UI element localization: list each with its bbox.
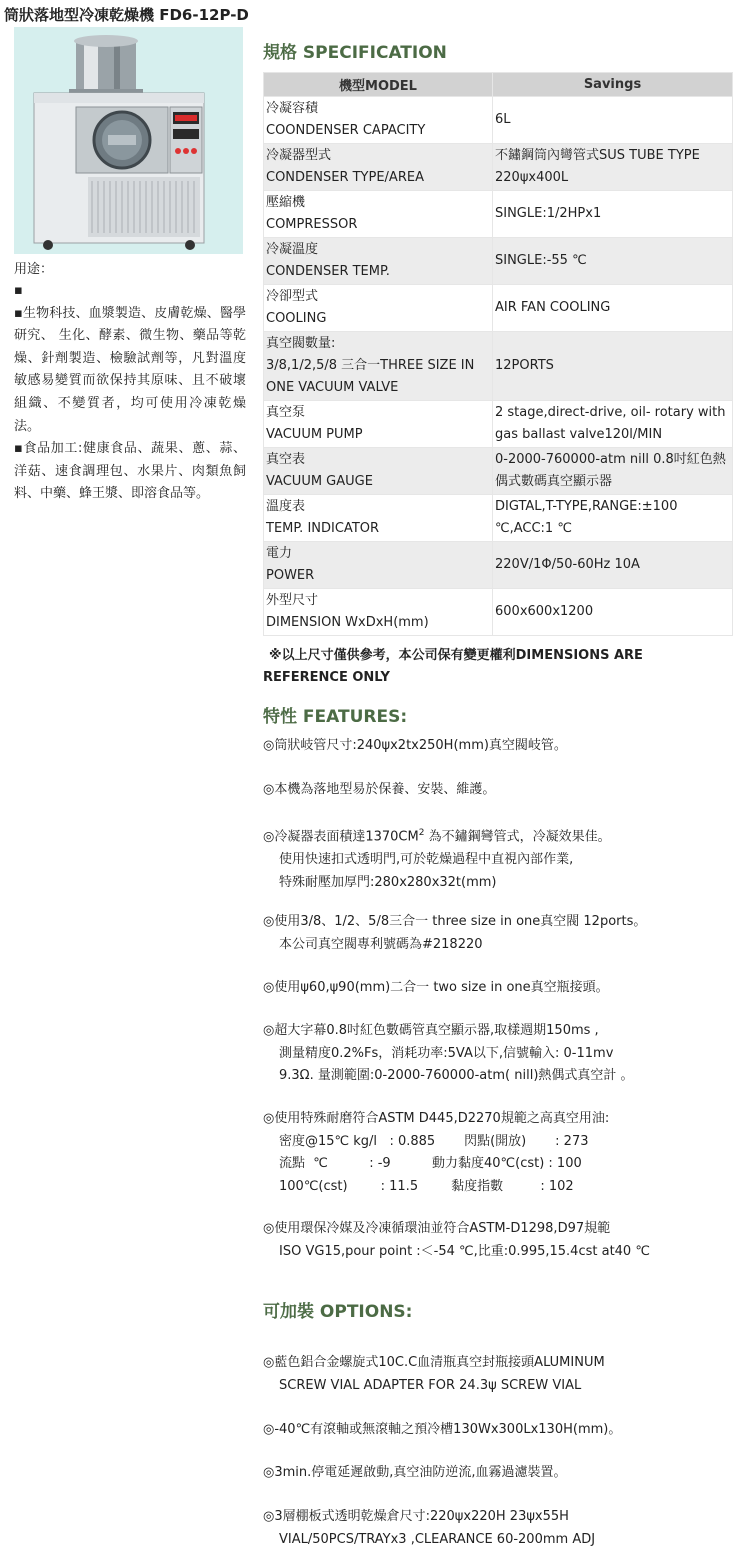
option-item: ◎藍色鋁合金螺旋式10C.C血清瓶真空封瓶接頭ALUMINUM SCREW VIAL ADAPTER FOR 24.3ψ SCREW VIAL	[263, 1355, 605, 1393]
table-row	[264, 191, 733, 238]
spec-key: 冷凝容積 COONDENSER CAPACITY	[264, 97, 493, 144]
table-row	[264, 97, 733, 144]
spec-value: SINGLE:1/2HPx1	[493, 191, 733, 238]
spec-value: 220V/1Φ/50-60Hz 10A	[493, 542, 733, 589]
spec-table	[263, 72, 733, 636]
table-row	[264, 495, 733, 542]
page-title: 筒狀落地型冷凍乾燥機 FD6-12P-D	[4, 6, 249, 24]
feature-item: ◎超大字幕0.8吋紅色數碼管真空顯示器,取樣週期150ms , 測量精度0.2%Fs，消耗功率:5VA以下,信號輸入: 0-11mv 9.3Ω. 量測範圍:0-2000-760000-atm( nill)熱偶式真空計 。	[263, 1023, 634, 1084]
spec-key: 溫度表 TEMP. INDICATOR	[264, 495, 493, 542]
spec-value: DIGTAL,T-TYPE,RANGE:±100 ℃,ACC:1 ℃	[493, 495, 733, 542]
feature-item: ◎使用特殊耐磨符合ASTM D445,D2270規範之高真空用油: 密度@15℃ kg/l : 0.885 閃點(開放) : 273 流點 ℃ : -9 動力黏度40℃(cst) : 100 100℃(cst) : 11.5 黏度指數 : 102	[263, 1111, 610, 1194]
option-item: ◎3min.停電延遲啟動,真空油防逆流,血霧過濾裝置。	[263, 1465, 567, 1480]
features-heading: 特性 FEATURES:	[263, 707, 408, 727]
list-item	[14, 303, 246, 439]
spec-key: 壓縮機 COMPRESSOR	[264, 191, 493, 238]
spec-key: 真空閥數量: 3/8,1/2,5/8 三合一THREE SIZE IN ONE VACUUM VALVE	[264, 332, 493, 401]
column-header-value: Savings	[493, 73, 733, 97]
table-row	[264, 448, 733, 495]
feature-item: ◎使用環保冷媒及冷凍循環油並符合ASTM-D1298,D97規範 ISO VG15,pour point :＜-54 ℃,比重:0.995,15.4cst at40 ℃	[263, 1221, 650, 1259]
bullet-icon: ▪	[14, 305, 23, 321]
feature-item: ◎本機為落地型易於保養、安裝、維護。	[263, 782, 496, 797]
feature-item: ◎使用ψ60,ψ90(mm)二合一 two size in one真空瓶接頭。	[263, 980, 609, 995]
dimension-note: ※以上尺寸僅供參考，本公司保有變更權利DIMENSIONS ARE REFERENCE ONLY	[263, 648, 643, 685]
list-item	[14, 438, 246, 506]
spec-value: SINGLE:-55 ℃	[493, 238, 733, 285]
table-row	[264, 238, 733, 285]
table-header-row	[264, 73, 733, 97]
spec-key: 冷凝溫度 CONDENSER TEMP.	[264, 238, 493, 285]
spec-key: 冷凝器型式 CONDENSER TYPE/AREA	[264, 144, 493, 191]
spec-value: 12PORTS	[493, 332, 733, 401]
table-row	[264, 589, 733, 636]
table-row	[264, 542, 733, 589]
bullet-icon: ▪	[14, 283, 23, 298]
bullet-icon: ▪	[14, 441, 24, 457]
feature-item: ◎筒狀岐管尺寸:240ψx2tx250H(mm)真空閥岐管。	[263, 738, 567, 753]
usage-list	[14, 280, 246, 506]
spec-heading: 規格 SPECIFICATION	[263, 43, 447, 63]
feature-item: ◎使用3/8、1/2、5/8三合一 three size in one真空閥 12ports。 本公司真空閥專利號碼為#218220	[263, 914, 647, 952]
spec-key: 外型尺寸 DIMENSION WxDxH(mm)	[264, 589, 493, 636]
option-item: ◎3層棚板式透明乾燥倉尺寸:220ψx220H 23ψx55H VIAL/50PCS/TRAYx3 ,CLEARANCE 60-200mm ADJ	[263, 1509, 596, 1547]
spec-value: 0-2000-760000-atm nill 0.8吋紅色熱 偶式數碼真空顯示器	[493, 448, 733, 495]
spec-key: 真空表 VACUUM GAUGE	[264, 448, 493, 495]
spec-value: 600x600x1200	[493, 589, 733, 636]
table-row	[264, 332, 733, 401]
freeze-dryer-image	[14, 27, 243, 254]
spec-value: 6L	[493, 97, 733, 144]
options-heading: 可加裝 OPTIONS:	[263, 1302, 413, 1322]
product-photo	[14, 27, 243, 254]
spec-value: 不鏽鋼筒內彎管式SUS TUBE TYPE 220ψx400L	[493, 144, 733, 191]
list-item	[14, 280, 246, 303]
usage-label: 用途：	[14, 262, 54, 277]
feature-item: ◎冷凝器表面積達$1370CM^2$ 為不鏽鋼彎管式，冷凝效果佳。 使用快速扣式透明門,可於乾燥過程中直視內部作業, 特殊耐壓加厚門:280x280x32t(mm)	[263, 828, 611, 890]
spec-key: 真空泵 VACUUM PUMP	[264, 401, 493, 448]
spec-key: 冷卻型式 COOLING	[264, 285, 493, 332]
usage-item-text: 食品加工:健康食品、蔬果、蔥、蒜、洋菇、速食調理包、水果片、肉類魚飼料、中藥、蜂王漿、即溶食品等。	[14, 441, 246, 502]
table-row	[264, 144, 733, 191]
table-row	[264, 401, 733, 448]
option-item: ◎-40℃有滾軸或無滾軸之預冷槽130Wx300Lx130H(mm)。	[263, 1422, 622, 1437]
spec-value: 2 stage,direct-drive, oil- rotary with gas ballast valve120l/MIN	[493, 401, 733, 448]
spec-value: AIR FAN COOLING	[493, 285, 733, 332]
table-row	[264, 285, 733, 332]
usage-item-text: 生物科技、血漿製造、皮膚乾燥、醫學研究、 生化、酵素、微生物、藥品等乾燥、針劑製造、檢驗試劑等，凡對溫度敏感易變質而欲保持其原味、且不破壞組織、不變質者，均可使用冷凍乾燥法。	[14, 305, 246, 434]
column-header-model: 機型MODEL	[264, 73, 493, 97]
spec-key: 電力 POWER	[264, 542, 493, 589]
